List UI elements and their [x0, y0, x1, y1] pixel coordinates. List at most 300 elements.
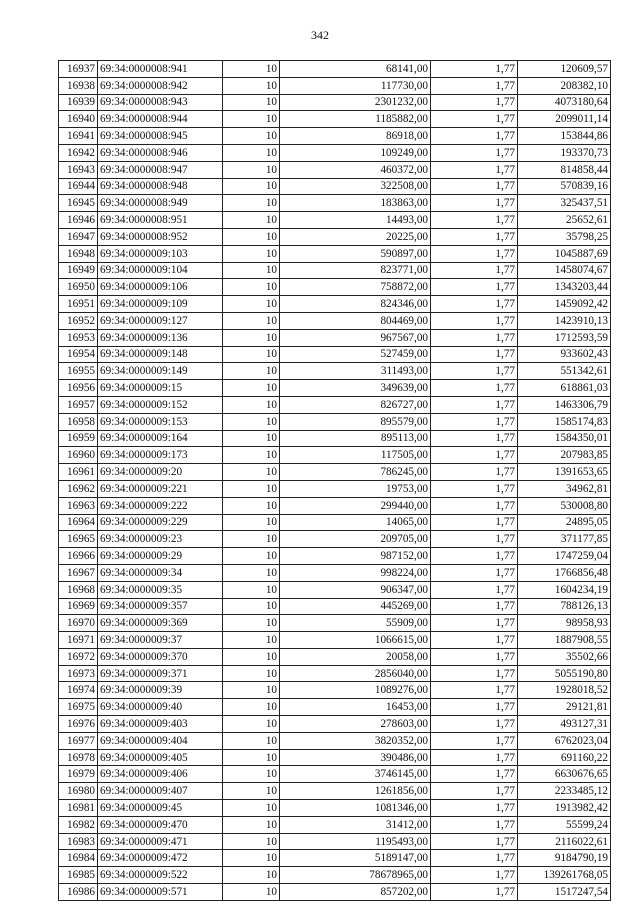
- page-number: 342: [311, 28, 329, 42]
- row-number: 16937: [59, 61, 98, 78]
- tax-rate: 1,77: [431, 447, 518, 464]
- tax-rate: 1,77: [431, 262, 518, 279]
- tax-rate: 1,77: [431, 144, 518, 161]
- row-number: 16957: [59, 396, 98, 413]
- tax-amount: 35798,25: [518, 228, 611, 245]
- category-cell: 10: [223, 161, 280, 178]
- tax-amount: 1604234,19: [518, 581, 611, 598]
- tax-rate: 1,77: [431, 128, 518, 145]
- cadastral-number: 69:34:0000009:407: [98, 783, 223, 800]
- category-cell: 10: [223, 884, 280, 901]
- tax-amount: 1887908,55: [518, 632, 611, 649]
- tax-amount: 25652,61: [518, 212, 611, 229]
- cadastral-value: 3820352,00: [280, 732, 431, 749]
- tax-amount: 814858,44: [518, 161, 611, 178]
- tax-amount: 1928018,52: [518, 682, 611, 699]
- table-row: [59, 581, 611, 598]
- tax-amount: 530008,80: [518, 497, 611, 514]
- row-number: 16949: [59, 262, 98, 279]
- table-row: [59, 564, 611, 581]
- category-cell: 10: [223, 732, 280, 749]
- category-cell: 10: [223, 413, 280, 430]
- tax-rate: 1,77: [431, 228, 518, 245]
- table-row: [59, 682, 611, 699]
- tax-amount: 1913982,42: [518, 800, 611, 817]
- row-number: 16968: [59, 581, 98, 598]
- tax-rate: 1,77: [431, 884, 518, 901]
- category-cell: 10: [223, 749, 280, 766]
- tax-amount: 1584350,01: [518, 430, 611, 447]
- tax-amount: 4073180,64: [518, 94, 611, 111]
- cadastral-number: 69:34:0000009:39: [98, 682, 223, 699]
- row-number: 16964: [59, 514, 98, 531]
- cadastral-value: 78678965,00: [280, 867, 431, 884]
- tax-amount: 2116022,61: [518, 833, 611, 850]
- row-number: 16942: [59, 144, 98, 161]
- cadastral-value: 20225,00: [280, 228, 431, 245]
- tax-rate: 1,77: [431, 329, 518, 346]
- cadastral-number: 69:34:0000008:945: [98, 128, 223, 145]
- table-row: [59, 884, 611, 901]
- category-cell: 10: [223, 564, 280, 581]
- cadastral-value: 209705,00: [280, 531, 431, 548]
- row-number: 16941: [59, 128, 98, 145]
- tax-amount: 1343203,44: [518, 279, 611, 296]
- cadastral-number: 69:34:0000009:571: [98, 884, 223, 901]
- cadastral-number: 69:34:0000008:944: [98, 111, 223, 128]
- tax-rate: 1,77: [431, 77, 518, 94]
- row-number: 16981: [59, 800, 98, 817]
- table-row: [59, 632, 611, 649]
- table-row: [59, 833, 611, 850]
- row-number: 16969: [59, 598, 98, 615]
- table-row: [59, 816, 611, 833]
- cadastral-number: 69:34:0000009:35: [98, 581, 223, 598]
- row-number: 16960: [59, 447, 98, 464]
- category-cell: 10: [223, 581, 280, 598]
- row-number: 16974: [59, 682, 98, 699]
- cadastral-value: 590897,00: [280, 245, 431, 262]
- category-cell: 10: [223, 380, 280, 397]
- tax-amount: 691160,22: [518, 749, 611, 766]
- cadastral-value: 14493,00: [280, 212, 431, 229]
- category-cell: 10: [223, 699, 280, 716]
- table-row: [59, 380, 611, 397]
- tax-rate: 1,77: [431, 111, 518, 128]
- tax-amount: 153844,86: [518, 128, 611, 145]
- row-number: 16938: [59, 77, 98, 94]
- table-row: [59, 312, 611, 329]
- cadastral-number: 69:34:0000009:37: [98, 632, 223, 649]
- table-row: [59, 867, 611, 884]
- category-cell: 10: [223, 363, 280, 380]
- cadastral-value: 1261856,00: [280, 783, 431, 800]
- tax-amount: 34962,81: [518, 480, 611, 497]
- cadastral-number: 69:34:0000009:164: [98, 430, 223, 447]
- category-cell: 10: [223, 296, 280, 313]
- row-number: 16983: [59, 833, 98, 850]
- tax-rate: 1,77: [431, 732, 518, 749]
- tax-rate: 1,77: [431, 396, 518, 413]
- table-row: [59, 699, 611, 716]
- table-row: [59, 480, 611, 497]
- tax-rate: 1,77: [431, 531, 518, 548]
- tax-rate: 1,77: [431, 94, 518, 111]
- cadastral-value: 786245,00: [280, 464, 431, 481]
- cadastral-value: 14065,00: [280, 514, 431, 531]
- table-row: [59, 850, 611, 867]
- table-row: [59, 128, 611, 145]
- tax-rate: 1,77: [431, 783, 518, 800]
- tax-amount: 24895,05: [518, 514, 611, 531]
- cadastral-value: 2856040,00: [280, 665, 431, 682]
- row-number: 16975: [59, 699, 98, 716]
- category-cell: 10: [223, 111, 280, 128]
- cadastral-number: 69:34:0000009:15: [98, 380, 223, 397]
- row-number: 16959: [59, 430, 98, 447]
- cadastral-number: 69:34:0000009:173: [98, 447, 223, 464]
- cadastral-value: 3746145,00: [280, 766, 431, 783]
- cadastral-number: 69:34:0000009:405: [98, 749, 223, 766]
- tax-amount: 1045887,69: [518, 245, 611, 262]
- cadastral-number: 69:34:0000009:103: [98, 245, 223, 262]
- category-cell: 10: [223, 665, 280, 682]
- tax-amount: 5055190,80: [518, 665, 611, 682]
- cadastral-number: 69:34:0000009:20: [98, 464, 223, 481]
- cadastral-number: 69:34:0000009:152: [98, 396, 223, 413]
- tax-amount: 29121,81: [518, 699, 611, 716]
- cadastral-value: 2301232,00: [280, 94, 431, 111]
- cadastral-number: 69:34:0000008:946: [98, 144, 223, 161]
- row-number: 16979: [59, 766, 98, 783]
- category-cell: 10: [223, 77, 280, 94]
- cadastral-value: 1185882,00: [280, 111, 431, 128]
- cadastral-value: 390486,00: [280, 749, 431, 766]
- table-row: [59, 665, 611, 682]
- category-cell: 10: [223, 598, 280, 615]
- row-number: 16945: [59, 195, 98, 212]
- row-number: 16976: [59, 716, 98, 733]
- table-row: [59, 716, 611, 733]
- table-row: [59, 548, 611, 565]
- cadastral-value: 445269,00: [280, 598, 431, 615]
- cadastral-number: 69:34:0000009:153: [98, 413, 223, 430]
- category-cell: 10: [223, 464, 280, 481]
- cadastral-number: 69:34:0000008:948: [98, 178, 223, 195]
- cadastral-value: 19753,00: [280, 480, 431, 497]
- category-cell: 10: [223, 178, 280, 195]
- table-row: [59, 531, 611, 548]
- table-row: [59, 329, 611, 346]
- cadastral-number: 69:34:0000009:109: [98, 296, 223, 313]
- table-row: [59, 430, 611, 447]
- cadastral-value: 322508,00: [280, 178, 431, 195]
- tax-amount: 1747259,04: [518, 548, 611, 565]
- cadastral-value: 1195493,00: [280, 833, 431, 850]
- tax-rate: 1,77: [431, 682, 518, 699]
- tax-amount: 1423910,13: [518, 312, 611, 329]
- tax-rate: 1,77: [431, 380, 518, 397]
- cadastral-number: 69:34:0000009:472: [98, 850, 223, 867]
- category-cell: 10: [223, 279, 280, 296]
- row-number: 16952: [59, 312, 98, 329]
- tax-amount: 788126,13: [518, 598, 611, 615]
- row-number: 16951: [59, 296, 98, 313]
- row-number: 16954: [59, 346, 98, 363]
- category-cell: 10: [223, 396, 280, 413]
- tax-amount: 1712593,59: [518, 329, 611, 346]
- category-cell: 10: [223, 447, 280, 464]
- tax-amount: 9184790,19: [518, 850, 611, 867]
- table-row: [59, 413, 611, 430]
- tax-rate: 1,77: [431, 632, 518, 649]
- tax-amount: 1459092,42: [518, 296, 611, 313]
- cadastral-value: 895579,00: [280, 413, 431, 430]
- table-row: [59, 161, 611, 178]
- table-row: [59, 77, 611, 94]
- tax-rate: 1,77: [431, 716, 518, 733]
- cadastral-number: 69:34:0000009:106: [98, 279, 223, 296]
- table-row: [59, 195, 611, 212]
- cadastral-number: 69:34:0000009:148: [98, 346, 223, 363]
- tax-rate: 1,77: [431, 514, 518, 531]
- category-cell: 10: [223, 850, 280, 867]
- cadastral-number: 69:34:0000009:23: [98, 531, 223, 548]
- cadastral-value: 987152,00: [280, 548, 431, 565]
- category-cell: 10: [223, 867, 280, 884]
- tax-rate: 1,77: [431, 833, 518, 850]
- tax-amount: 493127,31: [518, 716, 611, 733]
- row-number: 16978: [59, 749, 98, 766]
- table-row: [59, 262, 611, 279]
- category-cell: 10: [223, 195, 280, 212]
- tax-rate: 1,77: [431, 61, 518, 78]
- tax-rate: 1,77: [431, 598, 518, 615]
- tax-amount: 1391653,65: [518, 464, 611, 481]
- cadastral-number: 69:34:0000009:221: [98, 480, 223, 497]
- cadastral-value: 758872,00: [280, 279, 431, 296]
- cadastral-number: 69:34:0000009:127: [98, 312, 223, 329]
- table-row: [59, 245, 611, 262]
- cadastral-number: 69:34:0000008:943: [98, 94, 223, 111]
- cadastral-value: 1081346,00: [280, 800, 431, 817]
- table-row: [59, 800, 611, 817]
- tax-amount: 98958,93: [518, 615, 611, 632]
- category-cell: 10: [223, 329, 280, 346]
- tax-amount: 6762023,04: [518, 732, 611, 749]
- row-number: 16947: [59, 228, 98, 245]
- table-row: [59, 144, 611, 161]
- category-cell: 10: [223, 212, 280, 229]
- cadastral-number: 69:34:0000009:222: [98, 497, 223, 514]
- tax-amount: 551342,61: [518, 363, 611, 380]
- cadastral-value: 86918,00: [280, 128, 431, 145]
- row-number: 16965: [59, 531, 98, 548]
- row-number: 16955: [59, 363, 98, 380]
- tax-amount: 570839,16: [518, 178, 611, 195]
- tax-rate: 1,77: [431, 749, 518, 766]
- row-number: 16980: [59, 783, 98, 800]
- tax-amount: 1463306,79: [518, 396, 611, 413]
- cadastral-value: 804469,00: [280, 312, 431, 329]
- cadastral-value: 1066615,00: [280, 632, 431, 649]
- cadastral-value: 527459,00: [280, 346, 431, 363]
- cadastral-value: 311493,00: [280, 363, 431, 380]
- tax-amount: 207983,85: [518, 447, 611, 464]
- tax-rate: 1,77: [431, 480, 518, 497]
- tax-rate: 1,77: [431, 464, 518, 481]
- category-cell: 10: [223, 783, 280, 800]
- tax-amount: 1517247,54: [518, 884, 611, 901]
- table-row: [59, 363, 611, 380]
- tax-rate: 1,77: [431, 245, 518, 262]
- tax-rate: 1,77: [431, 212, 518, 229]
- table-row: [59, 648, 611, 665]
- cadastral-number: 69:34:0000008:951: [98, 212, 223, 229]
- category-cell: 10: [223, 800, 280, 817]
- tax-rate: 1,77: [431, 363, 518, 380]
- row-number: 16944: [59, 178, 98, 195]
- tax-amount: 2099011,14: [518, 111, 611, 128]
- row-number: 16939: [59, 94, 98, 111]
- category-cell: 10: [223, 716, 280, 733]
- tax-amount: 6630676,65: [518, 766, 611, 783]
- tax-rate: 1,77: [431, 850, 518, 867]
- category-cell: 10: [223, 61, 280, 78]
- tax-rate: 1,77: [431, 548, 518, 565]
- row-number: 16972: [59, 648, 98, 665]
- category-cell: 10: [223, 816, 280, 833]
- row-number: 16970: [59, 615, 98, 632]
- cadastral-value: 68141,00: [280, 61, 431, 78]
- tax-amount: 933602,43: [518, 346, 611, 363]
- cadastral-number: 69:34:0000009:369: [98, 615, 223, 632]
- cadastral-number: 69:34:0000009:40: [98, 699, 223, 716]
- cadastral-number: 69:34:0000008:941: [98, 61, 223, 78]
- cadastral-value: 460372,00: [280, 161, 431, 178]
- cadastral-number: 69:34:0000009:403: [98, 716, 223, 733]
- cadastral-value: 5189147,00: [280, 850, 431, 867]
- cadastral-value: 967567,00: [280, 329, 431, 346]
- cadastral-value: 1089276,00: [280, 682, 431, 699]
- table-row: [59, 396, 611, 413]
- tax-amount: 618861,03: [518, 380, 611, 397]
- cadastral-number: 69:34:0000009:136: [98, 329, 223, 346]
- tax-rate: 1,77: [431, 665, 518, 682]
- category-cell: 10: [223, 497, 280, 514]
- tax-rate: 1,77: [431, 497, 518, 514]
- cadastral-value: 20058,00: [280, 648, 431, 665]
- row-number: 16973: [59, 665, 98, 682]
- table-row: [59, 464, 611, 481]
- tax-rate: 1,77: [431, 430, 518, 447]
- table-row: [59, 61, 611, 78]
- cadastral-number: 69:34:0000009:45: [98, 800, 223, 817]
- category-cell: 10: [223, 94, 280, 111]
- category-cell: 10: [223, 548, 280, 565]
- cadastral-number: 69:34:0000009:149: [98, 363, 223, 380]
- category-cell: 10: [223, 632, 280, 649]
- tax-amount: 1458074,67: [518, 262, 611, 279]
- tax-rate: 1,77: [431, 816, 518, 833]
- cadastral-value: 857202,00: [280, 884, 431, 901]
- tax-amount: 193370,73: [518, 144, 611, 161]
- category-cell: 10: [223, 514, 280, 531]
- category-cell: 10: [223, 144, 280, 161]
- row-number: 16966: [59, 548, 98, 565]
- category-cell: 10: [223, 766, 280, 783]
- table-row: [59, 766, 611, 783]
- table-row: [59, 749, 611, 766]
- category-cell: 10: [223, 430, 280, 447]
- category-cell: 10: [223, 128, 280, 145]
- table-row: [59, 732, 611, 749]
- table-row: [59, 598, 611, 615]
- row-number: 16967: [59, 564, 98, 581]
- cadastral-value: 278603,00: [280, 716, 431, 733]
- category-cell: 10: [223, 648, 280, 665]
- tax-amount: 2233485,12: [518, 783, 611, 800]
- row-number: 16963: [59, 497, 98, 514]
- table-row: [59, 783, 611, 800]
- category-cell: 10: [223, 531, 280, 548]
- cadastral-number: 69:34:0000008:947: [98, 161, 223, 178]
- table-row: [59, 228, 611, 245]
- tax-amount: 35502,66: [518, 648, 611, 665]
- table-row: [59, 94, 611, 111]
- table-row: [59, 447, 611, 464]
- row-number: 16961: [59, 464, 98, 481]
- tax-amount: 1766856,48: [518, 564, 611, 581]
- category-cell: 10: [223, 346, 280, 363]
- table-row: [59, 615, 611, 632]
- tax-rate: 1,77: [431, 564, 518, 581]
- cadastral-value: 823771,00: [280, 262, 431, 279]
- cadastral-number: 69:34:0000008:949: [98, 195, 223, 212]
- cadastral-number: 69:34:0000009:471: [98, 833, 223, 850]
- category-cell: 10: [223, 480, 280, 497]
- cadastral-value: 183863,00: [280, 195, 431, 212]
- cadastral-number: 69:34:0000008:952: [98, 228, 223, 245]
- tax-amount: 120609,57: [518, 61, 611, 78]
- row-number: 16986: [59, 884, 98, 901]
- tax-amount: 208382,10: [518, 77, 611, 94]
- cadastral-value: 55909,00: [280, 615, 431, 632]
- cadastral-value: 109249,00: [280, 144, 431, 161]
- row-number: 16946: [59, 212, 98, 229]
- category-cell: 10: [223, 615, 280, 632]
- tax-rate: 1,77: [431, 195, 518, 212]
- row-number: 16956: [59, 380, 98, 397]
- cadastral-number: 69:34:0000009:229: [98, 514, 223, 531]
- table-row: [59, 212, 611, 229]
- cadastral-number: 69:34:0000009:522: [98, 867, 223, 884]
- table-row: [59, 279, 611, 296]
- cadastral-value: 31412,00: [280, 816, 431, 833]
- tax-rate: 1,77: [431, 699, 518, 716]
- cadastral-value: 998224,00: [280, 564, 431, 581]
- tax-amount: 371177,85: [518, 531, 611, 548]
- tax-rate: 1,77: [431, 161, 518, 178]
- cadastral-value: 826727,00: [280, 396, 431, 413]
- cadastral-number: 69:34:0000009:371: [98, 665, 223, 682]
- tax-rate: 1,77: [431, 312, 518, 329]
- cadastral-value: 824346,00: [280, 296, 431, 313]
- cadastral-value: 349639,00: [280, 380, 431, 397]
- row-number: 16982: [59, 816, 98, 833]
- cadastral-value: 895113,00: [280, 430, 431, 447]
- cadastral-number: 69:34:0000009:404: [98, 732, 223, 749]
